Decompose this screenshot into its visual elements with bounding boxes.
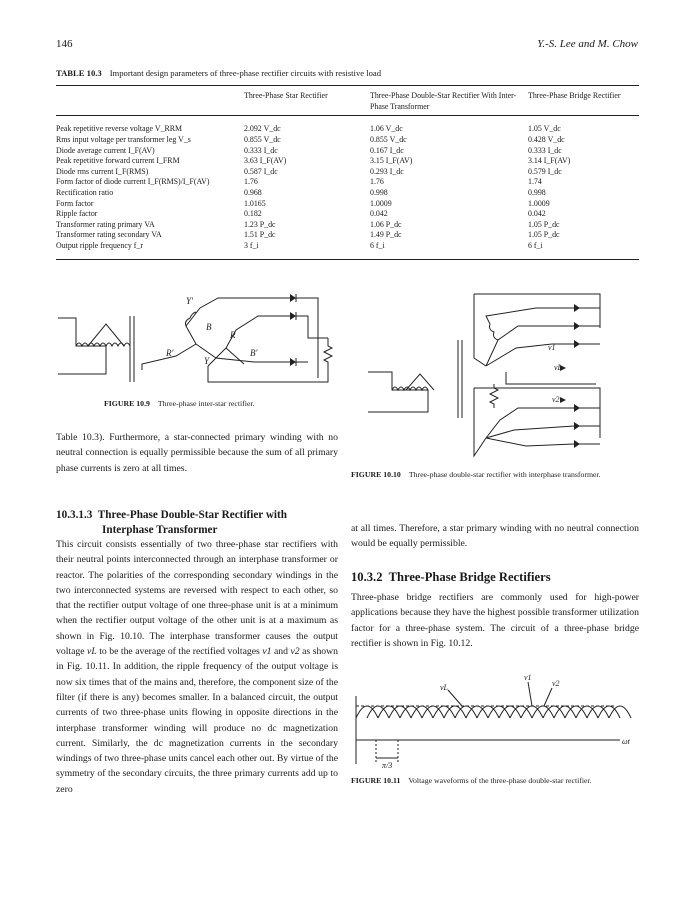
math-v1: v1: [262, 646, 272, 658]
section-number: 10.3.1.3: [56, 509, 93, 521]
table-cell: 1.74: [528, 177, 542, 187]
fig1011-label-v2: v2: [552, 679, 560, 688]
math-vl: vL: [87, 646, 97, 658]
table-cell: 0.998: [528, 187, 546, 197]
table-cell: 1.05 V_dc: [528, 124, 561, 134]
table-cell: 2.092 V_dc: [244, 124, 281, 134]
section-title-line-2: Interphase Transformer: [102, 524, 218, 536]
fig1010-label-v1: v1: [548, 343, 556, 352]
table-cell: Peak repetitive forward current I_FRM: [56, 156, 180, 166]
table-row: [56, 135, 639, 146]
section-heading-10-3-1-3: [56, 508, 338, 538]
table-cell: Peak repetitive reverse voltage V_RRM: [56, 124, 183, 134]
table-header-cell: Three-Phase Bridge Rectifier: [528, 91, 621, 100]
table-cell: 0.587 I_dc: [244, 166, 278, 176]
table-cell: 6 f_i: [370, 240, 385, 250]
table-cell: 0.998: [370, 187, 388, 197]
table-cell: 0.042: [370, 209, 388, 219]
figure-10-9-label: FIGURE 10.9: [104, 399, 150, 408]
section-title: Three-Phase Bridge Rectifiers: [388, 570, 551, 584]
fig109-label-y: Y: [204, 356, 210, 366]
table-row: [56, 220, 639, 231]
table-cell: Diode rms current I_F(RMS): [56, 166, 149, 176]
table-cell: Transformer rating secondary VA: [56, 230, 162, 240]
table-cell: 0.428 V_dc: [528, 134, 565, 144]
right-paragraph-2: Three-phase bridge rectifiers are commonly used for high-power applications because they have the highest possible transformer utilization factor for a three-phase system. The circuit of a three-phase bridge rectifier is shown in Fig. 10.12.: [351, 592, 639, 649]
figure-10-9-caption: [104, 399, 255, 410]
table-cell: 1.0165: [244, 198, 266, 208]
table-row: [56, 156, 639, 167]
text-run: to be the average of the rectified voltages: [96, 646, 263, 658]
table-row: [56, 241, 639, 252]
table-header-cell: Three-Phase Star Rectifier: [244, 91, 328, 100]
table-cell: 1.05 P_dc: [528, 230, 560, 240]
fig109-label-yprime: Y': [186, 296, 193, 306]
table-cell: 0.042: [528, 209, 546, 219]
section-number: 10.3.2: [351, 570, 383, 584]
table-cell: 1.49 P_dc: [370, 230, 402, 240]
table-row: [56, 146, 639, 157]
table-cell: 3.15 I_F(AV): [370, 156, 413, 166]
left-paragraph-2: [56, 537, 338, 797]
table-body: [56, 116, 639, 251]
text-run: This circuit consists essentially of two three-phase star rectifiers with their neutral points interconnected through an interphase transformer or reactor. The polarities of the corresponding secondary windings in the two interconnected systems are reversed with respect to each other, so that the rectifier output voltage of one three-phase unit is at a minimum when the rectifier output voltage of the other unit is at a maximum as shown in Fig. 10.10. The interphase transformer causes the output voltage: [56, 539, 338, 658]
table-cell: Rms input voltage per transformer leg V_s: [56, 134, 191, 144]
table-header-cell: Three-Phase Double-Star Rectifier With Inter-Phase Transformer: [370, 91, 517, 111]
table-row: [56, 209, 639, 220]
figure-10-11-caption-text: Voltage waveforms of the three-phase double-star rectifier.: [408, 776, 592, 785]
table-cell: Form factor of diode current I_F(RMS)/I_F(AV): [56, 177, 210, 187]
table-row: [56, 177, 639, 188]
fig1010-label-v2: v2: [552, 395, 560, 404]
table-cell: 0.333 I_dc: [244, 145, 278, 155]
table-cell: 1.23 P_dc: [244, 219, 276, 229]
table-cell: 1.0009: [370, 198, 392, 208]
figure-10-10-label: FIGURE 10.10: [351, 470, 401, 479]
page-number: 146: [56, 38, 73, 50]
table-cell: Transformer rating primary VA: [56, 219, 155, 229]
table-cell: Diode average current I_F(AV): [56, 145, 155, 155]
table-cell: 0.855 V_dc: [244, 134, 281, 144]
table-cell: 0.333 I_dc: [528, 145, 562, 155]
table-row: [56, 199, 639, 210]
table-row: [56, 116, 639, 135]
table-cell: 1.76: [244, 177, 258, 187]
fig1010-label-vl: vL: [554, 363, 562, 372]
math-v2: v2: [290, 646, 300, 658]
table-row: [56, 188, 639, 199]
section-title-line-1: Three-Phase Double-Star Rectifier with: [97, 509, 287, 521]
running-header-authors: Y.-S. Lee and M. Chow: [537, 38, 638, 50]
table-cell: 1.0009: [528, 198, 550, 208]
table-cell: Ripple factor: [56, 209, 98, 219]
table-cell: Rectification ratio: [56, 187, 114, 197]
table-cell: 1.06 V_dc: [370, 124, 403, 134]
table-cell: 0.968: [244, 187, 262, 197]
table-cell: 0.182: [244, 209, 262, 219]
figure-10-10-caption-text: Three-phase double-star rectifier with interphase transformer.: [408, 470, 601, 479]
table-header-row: [56, 87, 639, 116]
figure-10-9-caption-text: Three-phase inter-star rectifier.: [157, 399, 255, 408]
text-run: and: [271, 646, 291, 658]
table-cell: 0.579 I_dc: [528, 166, 562, 176]
table-cell: Form factor: [56, 198, 94, 208]
table-cell: 0.855 V_dc: [370, 134, 407, 144]
table-bottom-rule: [56, 259, 639, 260]
fig1011-label-vl: vL: [440, 683, 448, 692]
fig109-label-r: R: [230, 330, 236, 340]
right-paragraph-1: at all times. Therefore, a star primary winding with no neutral connection would be equally permissible.: [351, 523, 639, 550]
section-heading-10-3-2: [351, 570, 639, 585]
figure-10-11-label: FIGURE 10.11: [351, 776, 401, 785]
table-cell: 1.76: [370, 177, 384, 187]
table-cell: 3 f_i: [244, 240, 259, 250]
design-parameters-table: [56, 87, 639, 251]
table-cell: 3.63 I_F(AV): [244, 156, 287, 166]
fig1011-label-pi3: π/3: [382, 761, 393, 770]
table-row: [56, 167, 639, 178]
figure-10-11-caption: [351, 776, 639, 787]
figure-10-10-caption: [351, 470, 639, 481]
table-cell: 1.06 P_dc: [370, 219, 402, 229]
table-header-cell: [56, 87, 244, 116]
table-cell: 6 f_i: [528, 240, 543, 250]
table-cell: 1.51 P_dc: [244, 230, 276, 240]
table-caption: [56, 68, 381, 78]
table-cell: 3.14 I_F(AV): [528, 156, 571, 166]
table-cell: Output ripple frequency f_r: [56, 240, 143, 250]
figure-10-9-diagram: [58, 286, 348, 394]
table-caption-label: TABLE 10.3: [56, 68, 102, 78]
table-top-rule: [56, 85, 639, 86]
text-run: as shown in Fig. 10.11. In addition, the ripple frequency of the output voltage is now six times that of the mains and, therefore, the component size of the filter (if there is any) becomes smaller. In a balanced circuit, the output currents of two three-phase units flowing in opposite directions in the interphase transformer winding will produce no dc magnetization current. Similarly, the dc magnetization currents in the secondary windings of two three-phase units cancel each other out. By virtue of the symmetry of the secondary circuits, the three primary currents add up to zero: [56, 646, 338, 795]
fig109-label-bprime: B': [250, 348, 258, 358]
table-cell: 1.05 P_dc: [528, 219, 560, 229]
table-cell: 0.167 I_dc: [370, 145, 404, 155]
table-caption-text: Important design parameters of three-phase rectifier circuits with resistive load: [109, 68, 382, 78]
figure-10-11-diagram: [352, 668, 642, 770]
figure-10-10-diagram: [356, 288, 616, 466]
table-cell: 0.293 I_dc: [370, 166, 404, 176]
left-paragraph-1: Table 10.3). Furthermore, a star-connected primary winding with no neutral connection is equally permissible because the sum of all primary phase currents is zero at all times.: [56, 432, 338, 474]
fig109-label-rprime: R': [166, 348, 174, 358]
fig1011-label-omegat: ωt: [622, 737, 630, 746]
fig1011-label-v1: v1: [524, 673, 532, 682]
fig109-label-b: B: [206, 322, 212, 332]
table-row: [56, 230, 639, 241]
